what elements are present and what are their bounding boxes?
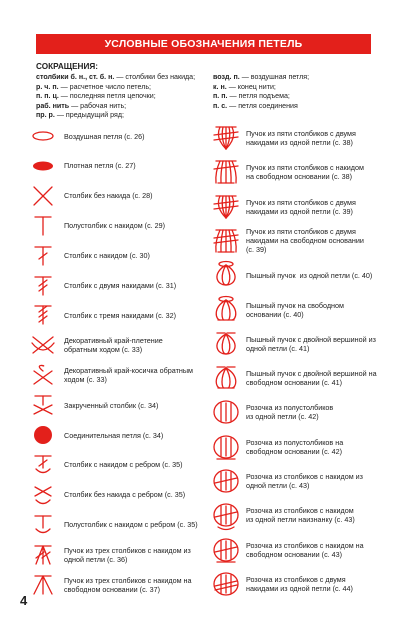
five-open-icon [212, 158, 240, 186]
five-double-cluster-b-icon [212, 193, 240, 221]
cross-rib-icon [30, 484, 56, 506]
abbreviation-item [36, 73, 195, 83]
abbreviation-item [213, 92, 309, 102]
symbol-label: Закрученный столбик (с. 34) [64, 400, 159, 410]
abbreviation-item [213, 73, 309, 83]
abbreviation-value: — конец нити; [226, 82, 276, 91]
symbol-label: Розочка из столбиков с двумя накидами из одной петли (с. 44) [246, 574, 353, 593]
symbol-label: Пучок из пяти столбиков с двумя накидами на свободном основании (с. 39) [246, 227, 364, 255]
rosette-half-icon [212, 398, 240, 426]
three-post-cluster-icon [30, 544, 56, 566]
rosette-half-open-icon [212, 433, 240, 461]
symbol-label: Столбик без накида (с. 28) [64, 191, 153, 201]
symbol-label: Полустолбик с накидом (с. 29) [64, 221, 166, 231]
braid-edge-icon [30, 364, 56, 386]
abbreviation-value: — столбики без накида; [114, 73, 196, 81]
t-slash-rib-icon [30, 454, 56, 476]
abbreviations-right [213, 73, 309, 111]
five-double-open-icon [212, 227, 240, 255]
five-double-cluster-icon [212, 124, 240, 152]
abbreviation-value: — последняя петля цепочки; [58, 92, 156, 101]
symbol-label: Пышный пучок из одной петли (с. 40) [246, 270, 373, 280]
abbreviation-key: пр. р. [36, 111, 55, 120]
abbreviation-item [36, 83, 195, 93]
symbol-label: Столбик с накидом с ребром (с. 35) [64, 460, 183, 470]
abbreviations-title: СОКРАЩЕНИЯ: [36, 62, 98, 71]
twisted-stitch-icon [30, 394, 56, 416]
symbol-label: Пышный пучок с двойной вершиной из одной петли (с. 41) [246, 334, 376, 353]
abbreviation-key: раб. нить [36, 101, 70, 110]
page-number: 4 [20, 593, 28, 608]
abbreviation-item [213, 83, 309, 93]
rosette-reverse-icon [212, 501, 240, 529]
abbreviation-value: — расчетное число петель; [58, 82, 151, 91]
rosette-double-icon [212, 570, 240, 598]
abbreviation-key: п. с. [213, 101, 228, 110]
abbreviation-key: р. ч. п. [36, 82, 59, 91]
puff-double-top-icon [212, 330, 240, 358]
symbol-label: Розочка из столбиков с накидом из одной петли (с. 43) [246, 472, 363, 490]
t-three-slash-icon [30, 304, 56, 326]
abbreviation-item [36, 92, 195, 102]
symbol-label: Пучок из пяти столбиков с накидом на свободном основании (с. 38) [246, 163, 364, 182]
symbol-label: Пучок из трех столбиков с накидом на свободном основании (с. 37) [64, 575, 192, 594]
symbol-label: Декоративный край-косичка обратным ходом (с. 33) [64, 366, 193, 385]
abbreviations-left [36, 73, 195, 121]
t-two-slash-icon [30, 275, 56, 297]
crab-edge-icon [30, 334, 56, 356]
puff-single-icon [212, 261, 240, 289]
symbol-label: Розочка из столбиков с накидом из одной петли наизнанку (с. 43) [246, 506, 355, 525]
symbol-label: Столбик с тремя накидами (с. 32) [64, 310, 177, 320]
symbol-label: Соединительная петля (с. 34) [64, 430, 164, 440]
abbreviation-value: — воздушная петля; [239, 73, 310, 81]
abbreviation-key: п. п. [213, 92, 228, 101]
symbol-label: Полустолбик с накидом с ребром (с. 35) [64, 520, 198, 530]
filled-dot-icon [30, 424, 56, 446]
symbol-label: Пышный пучок с двойной вершиной на свободном основании (с. 41) [246, 369, 377, 388]
cross-icon [30, 185, 56, 207]
filled-oval-icon [30, 155, 56, 177]
symbol-label: Плотная петля (с. 27) [64, 161, 136, 171]
symbol-label: Воздушная петля (с. 26) [64, 131, 145, 141]
abbreviation-value: — предыдущий ряд; [54, 111, 124, 120]
rosette-single-icon [212, 467, 240, 495]
chain-oval-icon [30, 125, 56, 147]
symbol-label: Декоративный край-плетение обратным ходом (с. 33) [64, 336, 163, 355]
abbreviation-key: к. н. [213, 82, 227, 91]
abbreviation-value: — рабочая нить; [69, 101, 127, 110]
symbol-label: Пучок из трех столбиков с накидом из одной петли (с. 36) [64, 545, 191, 564]
rosette-open-icon [212, 536, 240, 564]
symbol-label: Розочка из полустолбиков на свободном основании (с. 42) [246, 437, 344, 456]
symbol-label: Столбик с двумя накидами (с. 31) [64, 281, 177, 290]
t-icon [30, 215, 56, 237]
symbol-label: Столбик с накидом (с. 30) [64, 251, 150, 261]
abbreviation-value: — петля подъема; [227, 92, 290, 101]
symbol-label: Пышный пучок на свободном основании (с. 40) [246, 300, 344, 319]
t-one-slash-icon [30, 245, 56, 267]
abbreviation-item [213, 102, 309, 112]
abbreviation-key: возд. п. [213, 73, 240, 81]
abbreviation-item [36, 102, 195, 112]
puff-open-icon [212, 296, 240, 324]
three-post-open-icon [30, 574, 56, 596]
symbol-label: Пучок из пяти столбиков с двумя накидами из одной петли (с. 39) [246, 197, 356, 216]
symbol-label: Пучок из пяти столбиков с двумя накидами из одной петли (с. 38) [246, 129, 356, 147]
puff-double-top-open-icon [212, 364, 240, 392]
abbreviation-key: столбики б. н., ст. б. н. [36, 73, 115, 81]
t-rib-icon [30, 514, 56, 536]
page-title: УСЛОВНЫЕ ОБОЗНАЧЕНИЯ ПЕТЕЛЬ [36, 34, 371, 54]
abbreviation-value: — петля соединения [227, 101, 298, 110]
symbol-label: Столбик без накида с ребром (с. 35) [64, 490, 186, 500]
symbol-label: Розочка из полустолбиков из одной петли (с. 42) [246, 403, 334, 422]
abbreviation-key: п. п. ц. [36, 92, 59, 101]
symbol-label: Розочка из столбиков с накидом на свободном основании (с. 43) [246, 540, 364, 559]
abbreviation-item [36, 111, 195, 121]
